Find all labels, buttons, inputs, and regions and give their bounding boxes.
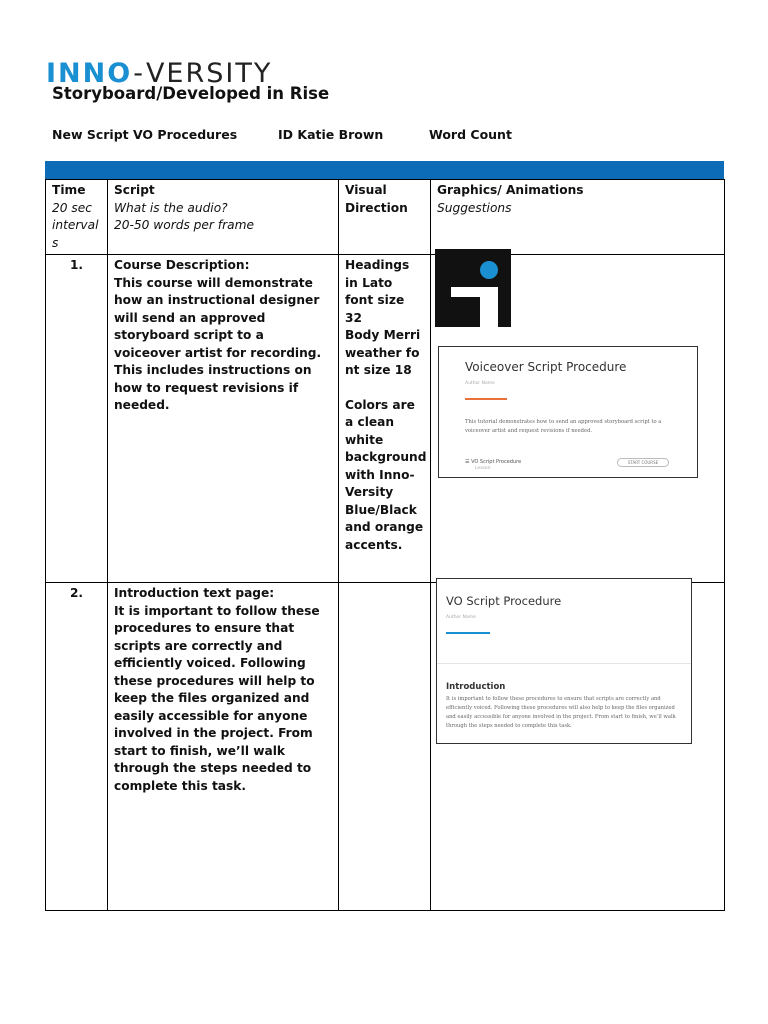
graphics-sub: Suggestions: [437, 200, 512, 215]
visual-header: [339, 180, 431, 255]
screenshot-start-button: START COURSE: [617, 458, 669, 467]
visual-direction-line: Headings in Lato font size 32: [345, 258, 410, 325]
visual-direction-colors: Colors are a clean white background with Inno-Versity Blue/Black and orange accents.: [345, 397, 427, 552]
screenshot-lesson-link: ☰ VO Script Procedure: [465, 459, 522, 465]
logo-dash: -: [133, 57, 145, 89]
orange-accent-line: [465, 398, 507, 400]
screenshot-lesson-sub: Lesson: [475, 466, 491, 471]
screenshot-title: Voiceover Script Procedure: [465, 360, 627, 374]
script-label: Script: [114, 183, 155, 197]
author-id: ID Katie Brown: [278, 127, 384, 142]
script-cell: [108, 583, 339, 911]
time-sub: 20 sec interval s: [52, 200, 99, 250]
vo-procedure-screenshot: [436, 578, 692, 744]
course-name: New Script VO Procedures: [52, 127, 238, 142]
voiceover-course-screenshot: [438, 346, 698, 478]
screenshot-title: VO Script Procedure: [446, 594, 562, 608]
storyboard-table: [45, 179, 725, 911]
script-body: This course will demonstrate how an instructional designer will send an approved storyboard script to a voiceover artist for recording. This includes instructions on how to request revisions if needed.: [114, 275, 322, 412]
visual-cell: [339, 255, 431, 583]
visual-label: Visual Direction: [345, 183, 408, 215]
script-header: [108, 180, 339, 255]
screenshot-author: Author Name: [465, 381, 495, 386]
logo-inno-text: INNO: [46, 57, 133, 89]
screenshot-body: This tutorial demonstrates how to send an approved storyboard script to a voiceover artist and request revisions if needed.: [465, 419, 662, 434]
screenshot-body: It is important to follow these procedures to ensure that scripts are correctly and efficiently voiced. Following these procedures will also help to keep the files organized and easily accessible for anyone involved in the project. From start to finish, we’ll walk through the steps needed to complete this task.: [446, 696, 676, 729]
time-label: Time: [52, 183, 86, 197]
word-count-label: Word Count: [429, 127, 512, 142]
logo-dot-icon: [480, 261, 498, 279]
blue-accent-line: [446, 632, 490, 634]
script-body: It is important to follow these procedures to ensure that scripts are correctly and efficiently voiced. Following these procedures will help to keep the files organized and easily accessible for anyone involved in the project. From start to finish, we’ll walk through the steps needed to complete this task.: [114, 603, 320, 793]
divider: [437, 663, 691, 664]
screenshot-section-heading: Introduction: [446, 682, 506, 692]
document-title: Storyboard/Developed in Rise: [52, 84, 330, 103]
inno-versity-logo-mark: [435, 249, 511, 327]
header-row: [46, 180, 725, 255]
frame-number: 1.: [46, 255, 108, 583]
script-sub-2: 20-50 words per frame: [114, 218, 254, 232]
graphics-label: Graphics/ Animations: [437, 183, 584, 197]
script-heading: Course Description:: [114, 258, 250, 272]
script-heading: Introduction text page:: [114, 586, 275, 600]
visual-cell: [339, 583, 431, 911]
script-sub-1: What is the audio?: [114, 200, 228, 215]
screenshot-author: Author Name: [446, 615, 476, 620]
script-cell: [108, 255, 339, 583]
time-header: [46, 180, 108, 255]
graphics-header: [431, 180, 725, 255]
table-header-band: [45, 161, 724, 179]
logo-versity-text: VERSITY: [145, 57, 273, 89]
visual-direction-line: Body Merriweather font size 18: [345, 328, 421, 377]
frame-number: 2.: [46, 583, 108, 911]
